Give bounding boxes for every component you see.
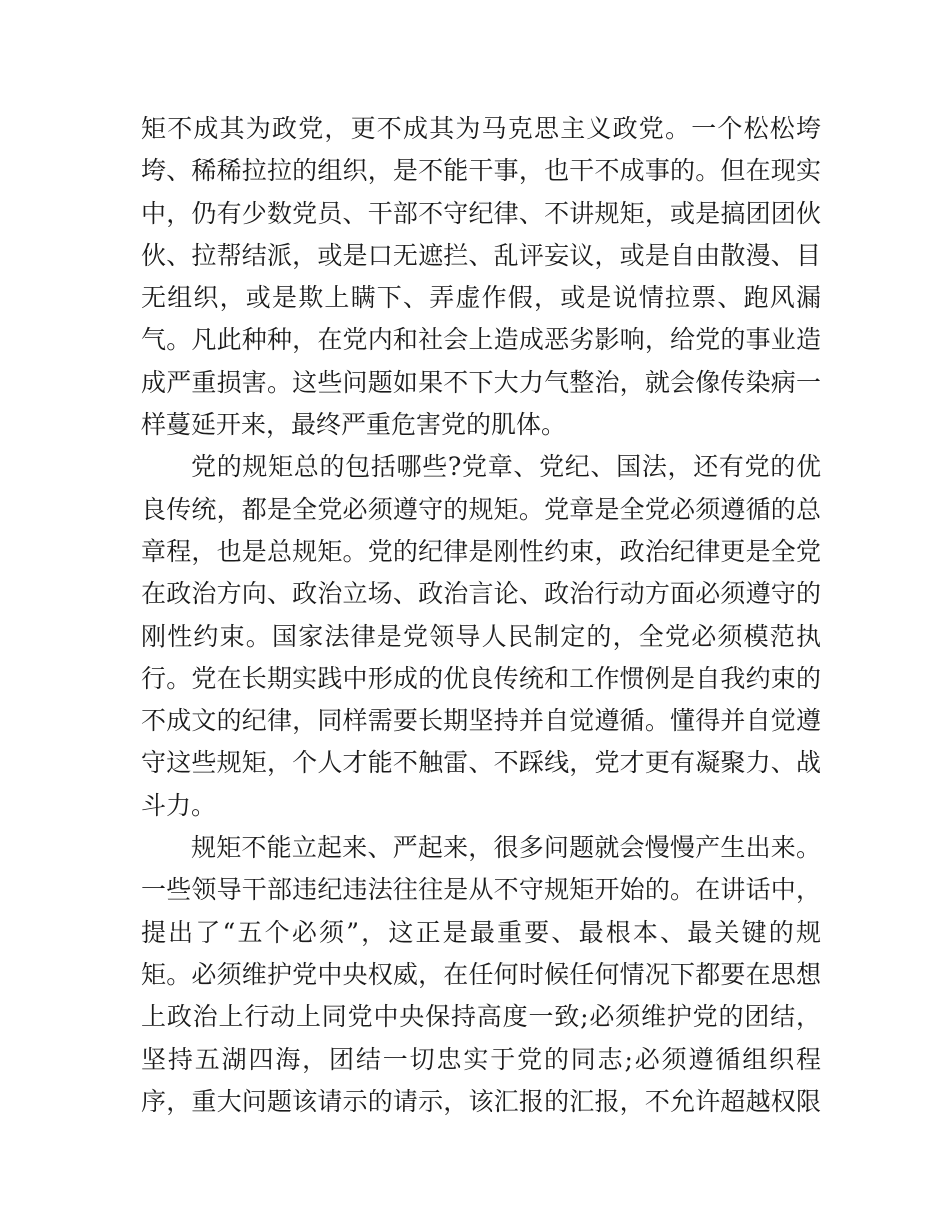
paragraph-1	[141, 108, 821, 446]
paragraph-2	[141, 446, 821, 827]
text-line: 矩。必须维护党中央权威，在任何时候任何情况下都要在思想	[141, 959, 821, 989]
text-line: 党的规矩总的包括哪些?党章、党纪、国法，还有党的优	[191, 452, 821, 482]
text-line: 守这些规矩，个人才能不触雷、不踩线，党才更有凝聚力、战	[141, 748, 821, 778]
text-line: 矩不成其为政党，更不成其为马克思主义政党。一个松松垮	[141, 114, 821, 143]
text-line: 规矩不能立起来、严起来，很多问题就会慢慢产生出来。	[191, 833, 821, 863]
text-line: 一些领导干部违纪违法往往是从不守规矩开始的。在讲话中，	[141, 875, 821, 905]
text-line: 中，仍有少数党员、干部不守纪律、不讲规矩，或是搞团团伙	[141, 198, 821, 228]
text-line: 无组织，或是欺上瞒下、弄虚作假，或是说情拉票、跑风漏	[141, 283, 821, 313]
text-line: 序，重大问题该请示的请示，该汇报的汇报，不允许超越权限	[141, 1086, 821, 1116]
text-line: 成严重损害。这些问题如果不下大力气整治，就会像传染病一	[141, 367, 821, 397]
text-line: 伙、拉帮结派，或是口无遮拦、乱评妄议，或是自由散漫、目	[141, 240, 821, 270]
text-line: 样蔓延开来，最终严重危害党的肌体。	[141, 410, 567, 440]
text-line: 垮、稀稀拉拉的组织，是不能干事，也干不成事的。但在现实	[141, 156, 821, 186]
text-line: 上政治上行动上同党中央保持高度一致;必须维护党的团结，	[141, 1002, 821, 1032]
text-line: 在政治方向、政治立场、政治言论、政治行动方面必须遵守的	[141, 579, 821, 609]
text-line: 斗力。	[141, 790, 217, 820]
text-line: 刚性约束。国家法律是党领导人民制定的，全党必须模范执	[141, 621, 821, 651]
text-line: 不成文的纪律，同样需要长期坚持并自觉遵循。懂得并自觉遵	[141, 706, 821, 736]
document-body	[141, 108, 821, 1123]
text-line: 提出了“五个必须”，这正是最重要、最根本、最关键的规	[141, 917, 821, 947]
text-line: 气。凡此种种，在党内和社会上造成恶劣影响，给党的事业造	[141, 325, 821, 355]
paragraph-3	[141, 827, 821, 1123]
text-line: 良传统，都是全党必须遵守的规矩。党章是全党必须遵循的总	[141, 494, 821, 524]
text-line: 章程，也是总规矩。党的纪律是刚性约束，政治纪律更是全党	[141, 536, 821, 566]
text-line: 坚持五湖四海，团结一切忠实于党的同志;必须遵循组织程	[141, 1044, 821, 1074]
text-line: 行。党在长期实践中形成的优良传统和工作惯例是自我约束的	[141, 663, 821, 693]
